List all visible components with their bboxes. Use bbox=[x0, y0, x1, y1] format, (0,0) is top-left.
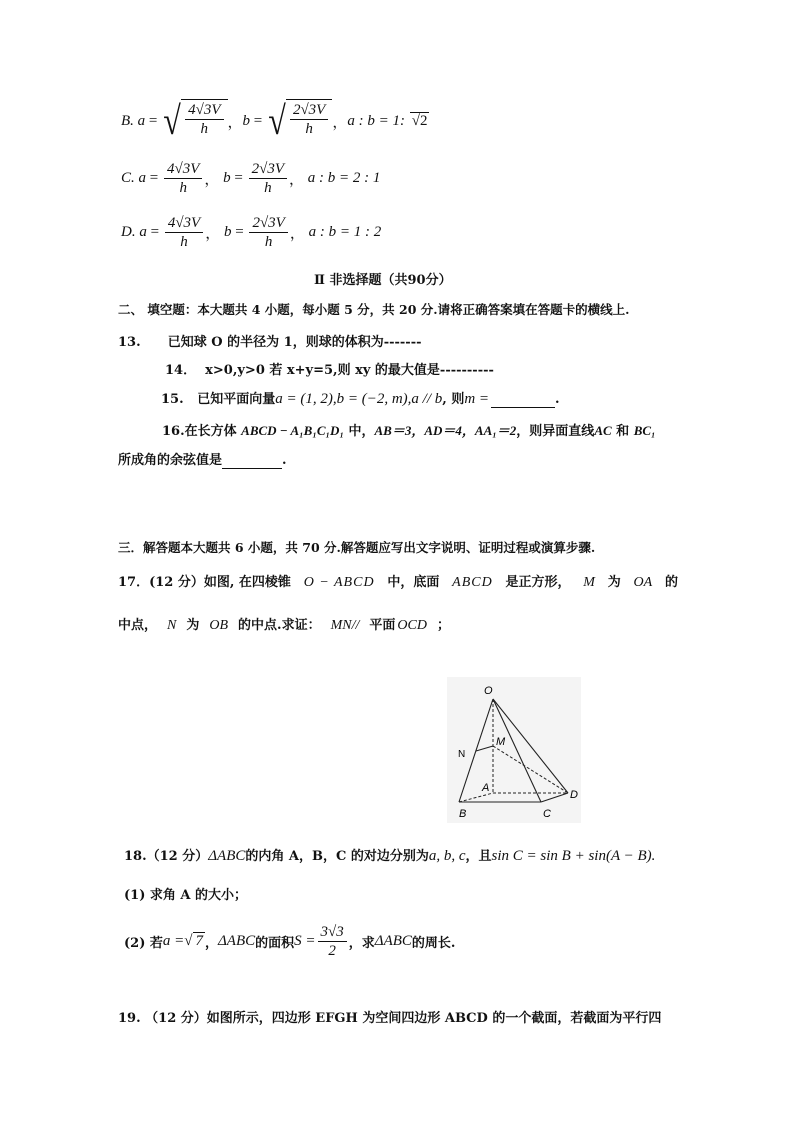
option-c-b-num: 2√3V bbox=[249, 160, 287, 179]
q15-vec-a: a = (1, 2), bbox=[275, 391, 337, 407]
q14-text: x>0,y>0 若 x+y=5,则 xy 的最大值是---------- bbox=[205, 363, 494, 378]
q15-num: 15. bbox=[161, 392, 184, 407]
option-b-b-var: b bbox=[242, 112, 251, 129]
sqrt-b: √ $\frac{2√3V}{h}$ bbox=[266, 99, 332, 143]
label-a: A bbox=[482, 782, 490, 794]
q16-num: 16. bbox=[162, 424, 185, 439]
q18-a-val: 7 bbox=[195, 933, 203, 949]
q15-parallel: a // b bbox=[411, 391, 443, 407]
option-c-b-den: h bbox=[264, 179, 272, 196]
q18-eq: sin C = sin B + sin(A − B). bbox=[491, 848, 656, 864]
q16-line1 bbox=[162, 420, 656, 439]
q14-num: 14． bbox=[165, 363, 197, 378]
option-b-a-den: h bbox=[200, 121, 209, 137]
option-b-ratio-tail: √2 bbox=[411, 113, 428, 129]
q18-p2-mid2: 的面积 bbox=[255, 935, 295, 951]
sqrt-a: √ $\frac{4√3V}{h}$ bbox=[161, 99, 227, 143]
q17-wei2: 为 bbox=[186, 618, 200, 633]
q17-ocd: OCD bbox=[397, 618, 427, 633]
q17-n: N bbox=[167, 618, 177, 633]
q18-p2-end: 的周长. bbox=[411, 935, 456, 951]
q15-end: . bbox=[555, 392, 560, 407]
q18-tri2: ΔABC bbox=[218, 932, 256, 949]
q17-line2 bbox=[118, 614, 450, 634]
q18-a-eq: a = bbox=[162, 932, 185, 949]
q17-square: 是正方形， bbox=[505, 575, 571, 590]
q16-ac: AC bbox=[594, 423, 612, 438]
q17-wei1: 为 bbox=[607, 575, 621, 590]
label-m: M bbox=[496, 736, 506, 748]
option-c-ratio: a : b = 2 : 1 bbox=[307, 169, 381, 186]
q17-intro: 17．(12 分）如图, 在四棱锥 bbox=[118, 575, 291, 590]
option-c-b-var: b bbox=[223, 169, 231, 186]
q16-post: ，则异面直线 bbox=[516, 424, 595, 439]
option-d-label: D. bbox=[121, 223, 136, 240]
q18-line1 bbox=[124, 845, 655, 865]
q17-ob: OB bbox=[209, 618, 229, 633]
option-d-ratio: a : b = 1 : 2 bbox=[308, 223, 382, 240]
q17-semi: ； bbox=[436, 618, 450, 633]
pyramid-figure bbox=[447, 677, 581, 823]
q16-mid: 中， bbox=[343, 424, 375, 439]
section2-heading: 二、 填空题：本大题共 4 小题，每小题 5 分，共 20 分.请将正确答案填在答题卡的横线上. bbox=[118, 302, 630, 317]
option-d-a-var: a bbox=[139, 223, 147, 240]
q18-part2: (2) 若 a = √ 7 ， ΔABC 的面积 S = $\frac{3√3}{2}$ ，求 ΔABC 的周长. bbox=[124, 923, 456, 959]
q17-midpoint: 中点， bbox=[118, 618, 158, 633]
label-c: C bbox=[543, 808, 551, 820]
q15-m-eq: m = bbox=[464, 391, 490, 407]
option-d-b-var: b bbox=[223, 223, 232, 240]
q18-num: 18.（12 分） bbox=[124, 849, 209, 864]
option-d-a-den: h bbox=[180, 233, 188, 250]
q17-zhong: 中，底面 bbox=[387, 575, 440, 590]
q16-line2-text: 所成角的余弦值是 bbox=[118, 453, 223, 468]
option-c-label: C. bbox=[121, 169, 135, 186]
q18-p2-pre: (2) 若 bbox=[124, 935, 163, 951]
section3-heading: 三．解答题本大题共 6 小题，共 70 分.解答题应写出文字说明、证明过程或演算步骤. bbox=[118, 540, 596, 555]
label-n: N bbox=[458, 749, 466, 760]
q16-end: . bbox=[282, 453, 287, 468]
q17-m: M bbox=[583, 575, 595, 590]
label-b: B bbox=[459, 808, 467, 820]
option-b-b-num: 2√3V bbox=[290, 101, 328, 120]
q16-pre: 在长方体 bbox=[184, 424, 242, 439]
q17-pyramid: O − ABCD bbox=[303, 575, 375, 590]
q16-and: 和 bbox=[611, 424, 634, 439]
option-b-a-num: 4√3V bbox=[185, 101, 223, 120]
q16-bc1: BC₁ bbox=[633, 423, 656, 438]
option-c: C. a = $\frac{4√3V}{h}$ ， b = $\frac{2√3V}{h}$ ， a : b = 2 : 1 bbox=[121, 160, 381, 196]
q15-text: 已知平面向量 bbox=[197, 392, 276, 407]
option-c-a-num: 4√3V bbox=[164, 160, 202, 179]
label-d: D bbox=[570, 789, 578, 801]
q17-prove: 的中点.求证： bbox=[238, 618, 321, 633]
q15-answer-blank[interactable] bbox=[491, 392, 555, 408]
q17-plane: 平面 bbox=[369, 618, 396, 633]
q18-s-eq: S = bbox=[294, 932, 316, 949]
q13-num: 13. bbox=[118, 335, 141, 350]
q18-tri3: ΔABC bbox=[374, 932, 412, 949]
q18-s-num: 3√3 bbox=[318, 923, 347, 942]
q18-mid2: ，且 bbox=[465, 849, 492, 864]
option-d-b-den: h bbox=[264, 233, 273, 250]
q18-part1: (1) 求角 A 的大小； bbox=[124, 888, 248, 903]
q17-base: ABCD bbox=[452, 575, 493, 590]
q15 bbox=[161, 388, 560, 408]
q18-p2-mid: ， bbox=[204, 935, 218, 951]
option-d-a-num: 4√3V bbox=[165, 214, 203, 233]
option-d-b-num: 2√3V bbox=[249, 214, 287, 233]
q14 bbox=[165, 359, 494, 378]
q16-given: AB＝3，AD＝4，AA₁＝2 bbox=[374, 423, 517, 438]
q17-line1 bbox=[118, 571, 678, 591]
q17-de: 的 bbox=[664, 575, 678, 590]
option-b-label: B. bbox=[121, 112, 134, 129]
option-b-ratio: a : b = 1: bbox=[347, 112, 405, 129]
q17-mn: MN// bbox=[330, 618, 360, 633]
q18-p2-mid3: ，求 bbox=[348, 935, 375, 951]
option-c-a-den: h bbox=[179, 179, 187, 196]
q15-vec-b: b = (−2, m), bbox=[336, 391, 412, 407]
q13 bbox=[118, 331, 422, 350]
q18-mid: 的内角 A，B，C 的对边分别为 bbox=[245, 849, 429, 864]
q18-s-den: 2 bbox=[328, 942, 336, 959]
label-o: O bbox=[484, 685, 493, 697]
option-c-a-var: a bbox=[138, 169, 147, 186]
q15-mid: , 则 bbox=[442, 392, 465, 407]
q16-solid: ABCD − A₁B₁C₁D₁ bbox=[241, 423, 344, 438]
q13-text: 已知球 O 的半径为 1，则球的体积为------- bbox=[167, 335, 422, 350]
pyramid-diagram bbox=[447, 677, 581, 823]
option-d: D. a = $\frac{4√3V}{h}$ ， b = $\frac{2√3V}{h}$ ， a : b = 1 : 2 bbox=[121, 214, 382, 250]
option-b: B. a = √ $\frac{4√3V}{h}$ ， b = √ $\frac{2√3V}{h}$ ， a : b = 1: √2 bbox=[121, 98, 428, 143]
option-b-a-var: a bbox=[137, 112, 146, 129]
q16-line2 bbox=[118, 449, 287, 469]
q17-oa: OA bbox=[633, 575, 653, 590]
q19: 19. （12 分）如图所示，四边形 EFGH 为空间四边形 ABCD 的一个截面，若截面为平行四 bbox=[118, 1011, 662, 1026]
option-b-b-den: h bbox=[305, 121, 313, 137]
q18-abc: a, b, c bbox=[428, 848, 466, 864]
part2-title: Ⅱ 非选择题（共90分） bbox=[314, 273, 452, 288]
q18-tri: ΔABC bbox=[208, 848, 246, 864]
q16-answer-blank[interactable] bbox=[222, 453, 282, 469]
